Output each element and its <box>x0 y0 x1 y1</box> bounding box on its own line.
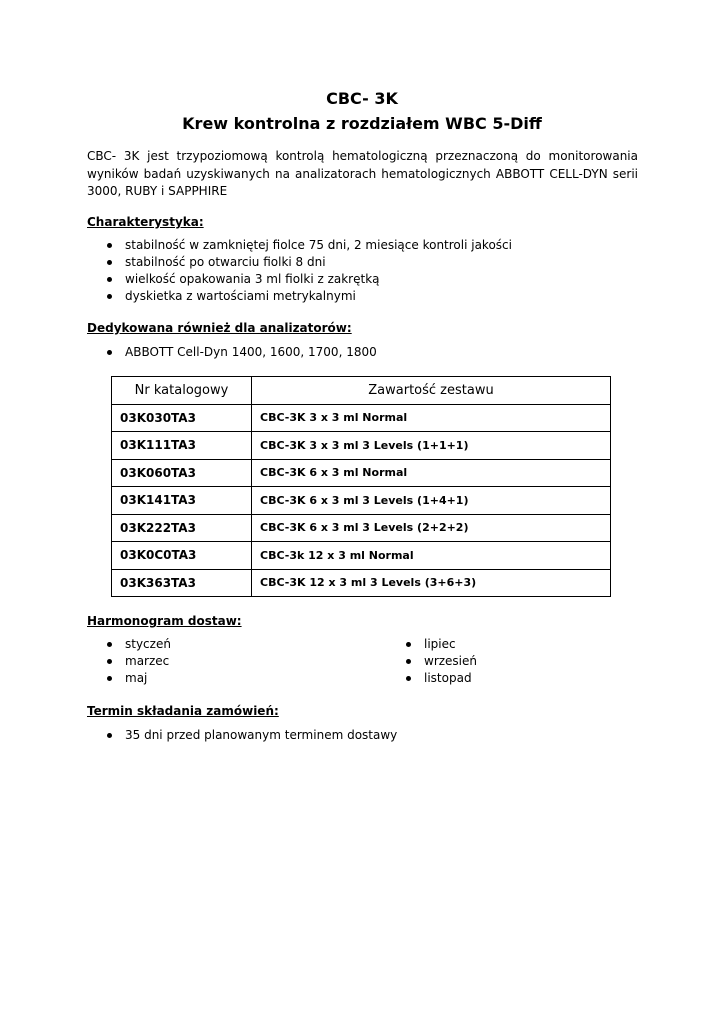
bullet-icon <box>107 733 112 738</box>
list-item-text: lipiec <box>424 637 456 651</box>
bullet-icon <box>107 277 112 282</box>
list-item <box>103 727 397 744</box>
list-item-text: ABBOTT Cell-Dyn 1400, 1600, 1700, 1800 <box>125 345 377 359</box>
catalog-number-cell: 03K0C0TA3 <box>112 542 252 570</box>
list-item-text: listopad <box>424 671 472 685</box>
analyzers-list <box>103 344 377 361</box>
bullet-icon <box>406 659 411 664</box>
list-item <box>402 653 477 670</box>
list-item <box>103 271 512 288</box>
order-deadline-list <box>103 727 397 744</box>
kit-contents-cell: CBC-3K 6 x 3 ml 3 Levels (2+2+2) <box>252 514 611 542</box>
list-item-text: 35 dni przed planowanym terminem dostawy <box>125 728 398 742</box>
list-item <box>103 653 171 670</box>
list-item-text: wrzesień <box>424 654 478 668</box>
list-item-text: stabilność po otwarciu fiolki 8 dni <box>125 255 326 269</box>
table-row <box>112 514 611 542</box>
list-item <box>103 254 512 271</box>
bullet-icon <box>107 659 112 664</box>
document-subtitle: Krew kontrolna z rozdziałem WBC 5-Diff <box>182 114 542 133</box>
table-row <box>112 404 611 432</box>
list-item-text: styczeń <box>125 637 171 651</box>
catalog-number-cell: 03K060TA3 <box>112 459 252 487</box>
document-title: CBC- 3K <box>326 89 398 108</box>
characteristics-heading: Charakterystyka: <box>87 215 204 229</box>
list-item <box>402 670 477 687</box>
bullet-icon <box>107 642 112 647</box>
kit-contents-cell: CBC-3K 3 x 3 ml 3 Levels (1+1+1) <box>252 432 611 460</box>
list-item <box>103 237 512 254</box>
catalog-number-cell: 03K222TA3 <box>112 514 252 542</box>
table-header-row <box>112 377 611 405</box>
list-item-text: dyskietka z wartościami metrykalnymi <box>125 289 356 303</box>
bullet-icon <box>107 676 112 681</box>
table-row <box>112 459 611 487</box>
intro-paragraph: CBC- 3K jest trzypoziomową kontrolą hematologiczną przeznaczoną do monitorowania wyników badań uzyskiwanych na analizatorach hematologicznych ABBOTT CELL-DYN serii 3000, RUBY i SAPPHIRE <box>87 149 638 198</box>
list-item <box>103 344 377 361</box>
order-deadline-heading: Termin składania zamówień: <box>87 704 279 718</box>
list-item <box>402 636 477 653</box>
catalog-number-cell: 03K030TA3 <box>112 404 252 432</box>
catalog-number-cell: 03K141TA3 <box>112 487 252 515</box>
list-item <box>103 670 171 687</box>
list-item <box>103 288 512 305</box>
list-item-text: marzec <box>125 654 170 668</box>
catalog-number-cell: 03K363TA3 <box>112 569 252 597</box>
catalog-table <box>111 376 611 597</box>
bullet-icon <box>107 294 112 299</box>
table-row <box>112 487 611 515</box>
list-item-text: stabilność w zamkniętej fiolce 75 dni, 2 miesiące kontroli jakości <box>125 238 512 252</box>
bullet-icon <box>406 676 411 681</box>
kit-contents-cell: CBC-3k 12 x 3 ml Normal <box>252 542 611 570</box>
delivery-months-left <box>103 636 171 687</box>
delivery-months-right <box>402 636 477 687</box>
kit-contents-cell: CBC-3K 3 x 3 ml Normal <box>252 404 611 432</box>
kit-contents-cell: CBC-3K 6 x 3 ml 3 Levels (1+4+1) <box>252 487 611 515</box>
list-item-text: wielkość opakowania 3 ml fiolki z zakrętką <box>125 272 380 286</box>
delivery-schedule-heading: Harmonogram dostaw: <box>87 614 242 628</box>
list-item-text: maj <box>125 671 148 685</box>
column-header-kit-contents: Zawartość zestawu <box>252 377 611 405</box>
characteristics-list <box>103 237 512 305</box>
kit-contents-cell: CBC-3K 12 x 3 ml 3 Levels (3+6+3) <box>252 569 611 597</box>
bullet-icon <box>406 642 411 647</box>
bullet-icon <box>107 243 112 248</box>
bullet-icon <box>107 260 112 265</box>
column-header-catalog-number: Nr katalogowy <box>112 377 252 405</box>
table-row <box>112 569 611 597</box>
bullet-icon <box>107 350 112 355</box>
analyzers-heading: Dedykowana również dla analizatorów: <box>87 321 352 335</box>
list-item <box>103 636 171 653</box>
kit-contents-cell: CBC-3K 6 x 3 ml Normal <box>252 459 611 487</box>
table-row <box>112 432 611 460</box>
table-row <box>112 542 611 570</box>
catalog-number-cell: 03K111TA3 <box>112 432 252 460</box>
